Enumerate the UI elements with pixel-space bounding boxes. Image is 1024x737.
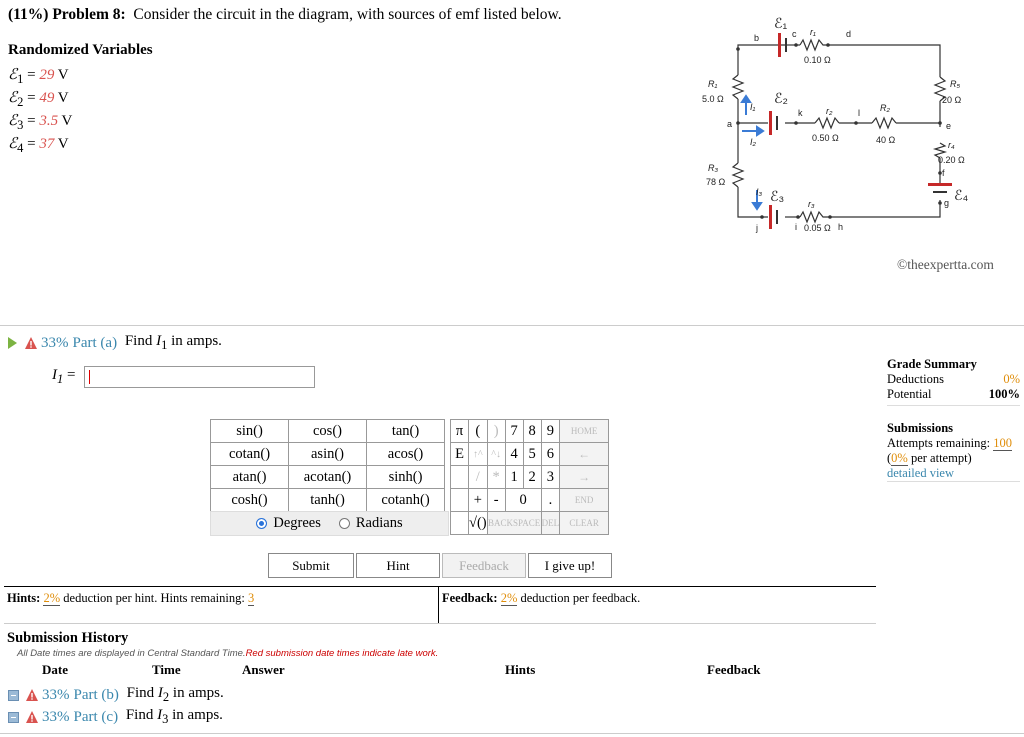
part-a-text: Find $I_1$ in amps. — [124, 333, 222, 352]
emf1-label: ℰ₁ — [774, 15, 788, 31]
bottom-divider — [0, 733, 1024, 734]
problem-title — [8, 6, 562, 24]
problem-text: Consider the circuit in the diagram, with sources of emf listed below. — [133, 6, 562, 23]
r4-value: 0.20 Ω — [938, 155, 965, 165]
sqrt-button[interactable]: √() — [469, 512, 488, 535]
tan-button[interactable]: tan() — [367, 420, 445, 443]
column-date: Date — [42, 662, 68, 677]
decimal-button[interactable]: . — [541, 489, 560, 512]
degrees-radio[interactable] — [256, 518, 267, 529]
node-i: i — [795, 222, 797, 232]
part-a-header[interactable] — [8, 333, 222, 353]
atan-button[interactable]: atan() — [211, 466, 289, 489]
randomized-variables-title: Randomized Variables — [8, 42, 153, 58]
digit-6-button[interactable]: 6 — [541, 443, 560, 466]
collapse-icon[interactable] — [8, 690, 19, 701]
node-a: a — [727, 119, 733, 129]
mul-button[interactable]: * — [487, 466, 505, 489]
per-attempt-value: 0% — [891, 451, 908, 465]
node-j: j — [756, 223, 758, 233]
hints-remaining: 3 — [247, 591, 255, 605]
submissions-panel: Submissions Attempts remaining: 100 (0% per attempt) detailed view — [887, 421, 1020, 482]
digit-3-button[interactable]: 3 — [541, 466, 560, 489]
sinh-button[interactable]: sinh() — [367, 466, 445, 489]
potential-value: 100% — [988, 387, 1020, 401]
emf3-label: ℰ₃ — [770, 188, 785, 204]
problem-percent: (11%) — [8, 6, 49, 23]
problem-label: Problem 8: — [52, 6, 126, 23]
up-button[interactable]: ↑^ — [469, 443, 488, 466]
digit-4-button[interactable]: 4 — [505, 443, 523, 466]
radians-radio[interactable] — [339, 518, 350, 529]
R1-value: 5.0 Ω — [702, 94, 724, 104]
column-hints: Hints — [505, 662, 536, 677]
digit-5-button[interactable]: 5 — [523, 443, 541, 466]
variable-emf2: ℰ$_2$ = 49 V — [8, 90, 69, 109]
end-button[interactable]: END — [560, 489, 609, 512]
R5-label: R₅ — [950, 79, 961, 89]
cotan-button[interactable]: cotan() — [211, 443, 289, 466]
answer-label: $I_1$ = — [52, 367, 76, 386]
node-c: c — [792, 29, 797, 39]
acotan-button[interactable]: acotan() — [289, 466, 367, 489]
column-answer: Answer — [242, 662, 285, 677]
part-a-percent: 33% — [41, 334, 69, 351]
back-arrow-button[interactable]: ← — [560, 443, 609, 466]
r2-label: r₂ — [826, 106, 833, 116]
hints-feedback-bottom-border — [4, 623, 876, 624]
submit-button[interactable]: Submit — [268, 553, 354, 578]
part-c-header[interactable]: 33% Part (c) Find $I_3$ in amps. — [8, 707, 223, 727]
node-e: e — [946, 121, 952, 131]
degrees-label: Degrees — [273, 515, 321, 531]
sin-button[interactable]: sin() — [211, 420, 289, 443]
rparen-button[interactable]: ) — [487, 420, 505, 443]
feedback-button[interactable]: Feedback — [442, 553, 526, 578]
R1-label: R₁ — [708, 79, 718, 89]
blank-key-2 — [451, 489, 469, 512]
answer-input[interactable] — [84, 366, 315, 388]
del-button[interactable]: DEL — [541, 512, 560, 535]
grade-summary-title: Grade Summary — [887, 357, 977, 371]
section-divider — [0, 325, 1024, 326]
column-feedback: Feedback — [707, 662, 761, 677]
pi-button[interactable]: π — [451, 420, 469, 443]
node-l: l — [858, 108, 860, 118]
feedback-info: Feedback: 2% deduction per feedback. — [442, 591, 641, 605]
copyright-text: ©theexpertta.com — [897, 257, 994, 272]
submissions-title: Submissions — [887, 421, 954, 435]
hints-info: Hints: 2% deduction per hint. Hints remaining: 3 — [7, 591, 255, 605]
angle-mode-row — [210, 511, 449, 536]
function-keypad — [210, 419, 445, 512]
cotanh-button[interactable]: cotanh() — [367, 489, 445, 512]
R3-label: R₃ — [708, 163, 719, 173]
submission-history-note: All Date times are displayed in Central Standard Time.Red submission date times indicate late work. — [17, 648, 439, 659]
cos-button[interactable]: cos() — [289, 420, 367, 443]
variable-emf3: ℰ$_3$ = 3.5 V — [8, 113, 73, 132]
digit-7-button[interactable]: 7 — [505, 420, 523, 443]
attempts-value: 100 — [993, 436, 1012, 450]
down-button[interactable]: ^↓ — [487, 443, 505, 466]
play-icon[interactable] — [8, 337, 17, 349]
digit-0-button[interactable]: 0 — [505, 489, 541, 512]
clear-button[interactable]: CLEAR — [560, 512, 609, 535]
hints-feedback-top-border — [4, 586, 876, 587]
node-g: g — [944, 198, 950, 208]
deductions-label: Deductions — [887, 372, 944, 386]
grade-summary — [887, 357, 1020, 409]
feedback-deduction-percent: 2% — [500, 591, 518, 605]
I2-label: I₂ — [750, 137, 756, 147]
acos-button[interactable]: acos() — [367, 443, 445, 466]
cosh-button[interactable]: cosh() — [211, 489, 289, 512]
div-button[interactable]: / — [469, 466, 488, 489]
potential-label: Potential — [887, 387, 932, 401]
e-button[interactable]: E — [451, 443, 469, 466]
digit-8-button[interactable]: 8 — [523, 420, 541, 443]
r1-value: 0.10 Ω — [804, 55, 831, 65]
r1-label: r₁ — [810, 27, 816, 37]
R2-value: 40 Ω — [876, 135, 896, 145]
circuit-diagram — [690, 5, 990, 241]
plus-button[interactable]: + — [469, 489, 488, 512]
variable-emf4: ℰ$_4$ = 37 V — [8, 136, 69, 155]
node-h: h — [838, 222, 844, 232]
column-time: Time — [152, 662, 181, 677]
node-d: d — [846, 29, 852, 39]
blank-key-1 — [451, 466, 469, 489]
blank-key-3 — [451, 512, 469, 535]
hint-button[interactable]: Hint — [356, 553, 440, 578]
radians-label: Radians — [355, 515, 403, 531]
emf2-label: ℰ₂ — [774, 90, 788, 106]
digit-1-button[interactable]: 1 — [505, 466, 523, 489]
numeric-keypad — [450, 419, 609, 535]
R5-value: 20 Ω — [942, 95, 962, 105]
I1-label: I₁ — [750, 102, 756, 112]
part-b-header[interactable]: 33% Part (b) Find $I_2$ in amps. — [8, 685, 224, 705]
warning-icon — [25, 337, 37, 349]
home-button[interactable]: HOME — [560, 420, 609, 443]
R3-value: 78 Ω — [706, 177, 726, 187]
detailed-view-link[interactable]: detailed view — [887, 466, 1020, 482]
lparen-button[interactable]: ( — [469, 420, 488, 443]
node-f: f — [942, 168, 945, 178]
collapse-icon[interactable] — [8, 712, 19, 723]
R2-label: R₂ — [880, 103, 890, 113]
warning-icon — [26, 689, 38, 701]
emf4-label: ℰ₄ — [954, 187, 969, 203]
r3-value: 0.05 Ω — [804, 223, 831, 233]
minus-button[interactable]: - — [487, 489, 505, 512]
text-caret — [89, 370, 90, 384]
node-b: b — [754, 33, 760, 43]
hints-feedback-divider — [438, 587, 439, 623]
r4-label: r₄ — [948, 140, 955, 150]
backspace-button[interactable]: BACKSPACE — [487, 512, 541, 535]
part-a-label: Part (a) — [72, 334, 118, 351]
hint-deduction-percent: 2% — [43, 591, 61, 605]
digit-9-button[interactable]: 9 — [541, 420, 560, 443]
attempts-label: Attempts remaining: — [887, 436, 991, 450]
node-k: k — [798, 108, 803, 118]
give-up-button[interactable]: I give up! — [528, 553, 612, 578]
asin-button[interactable]: asin() — [289, 443, 367, 466]
variable-emf1: ℰ$_1$ = 29 V — [8, 67, 69, 86]
deductions-value: 0% — [1003, 372, 1020, 386]
tanh-button[interactable]: tanh() — [289, 489, 367, 512]
I3-label: I₃ — [756, 187, 763, 197]
r2-value: 0.50 Ω — [812, 133, 839, 143]
r3-label: r₃ — [808, 199, 815, 209]
digit-2-button[interactable]: 2 — [523, 466, 541, 489]
forward-arrow-button[interactable]: → — [560, 466, 609, 489]
submission-history-title: Submission History — [7, 630, 129, 646]
warning-icon — [26, 711, 38, 723]
